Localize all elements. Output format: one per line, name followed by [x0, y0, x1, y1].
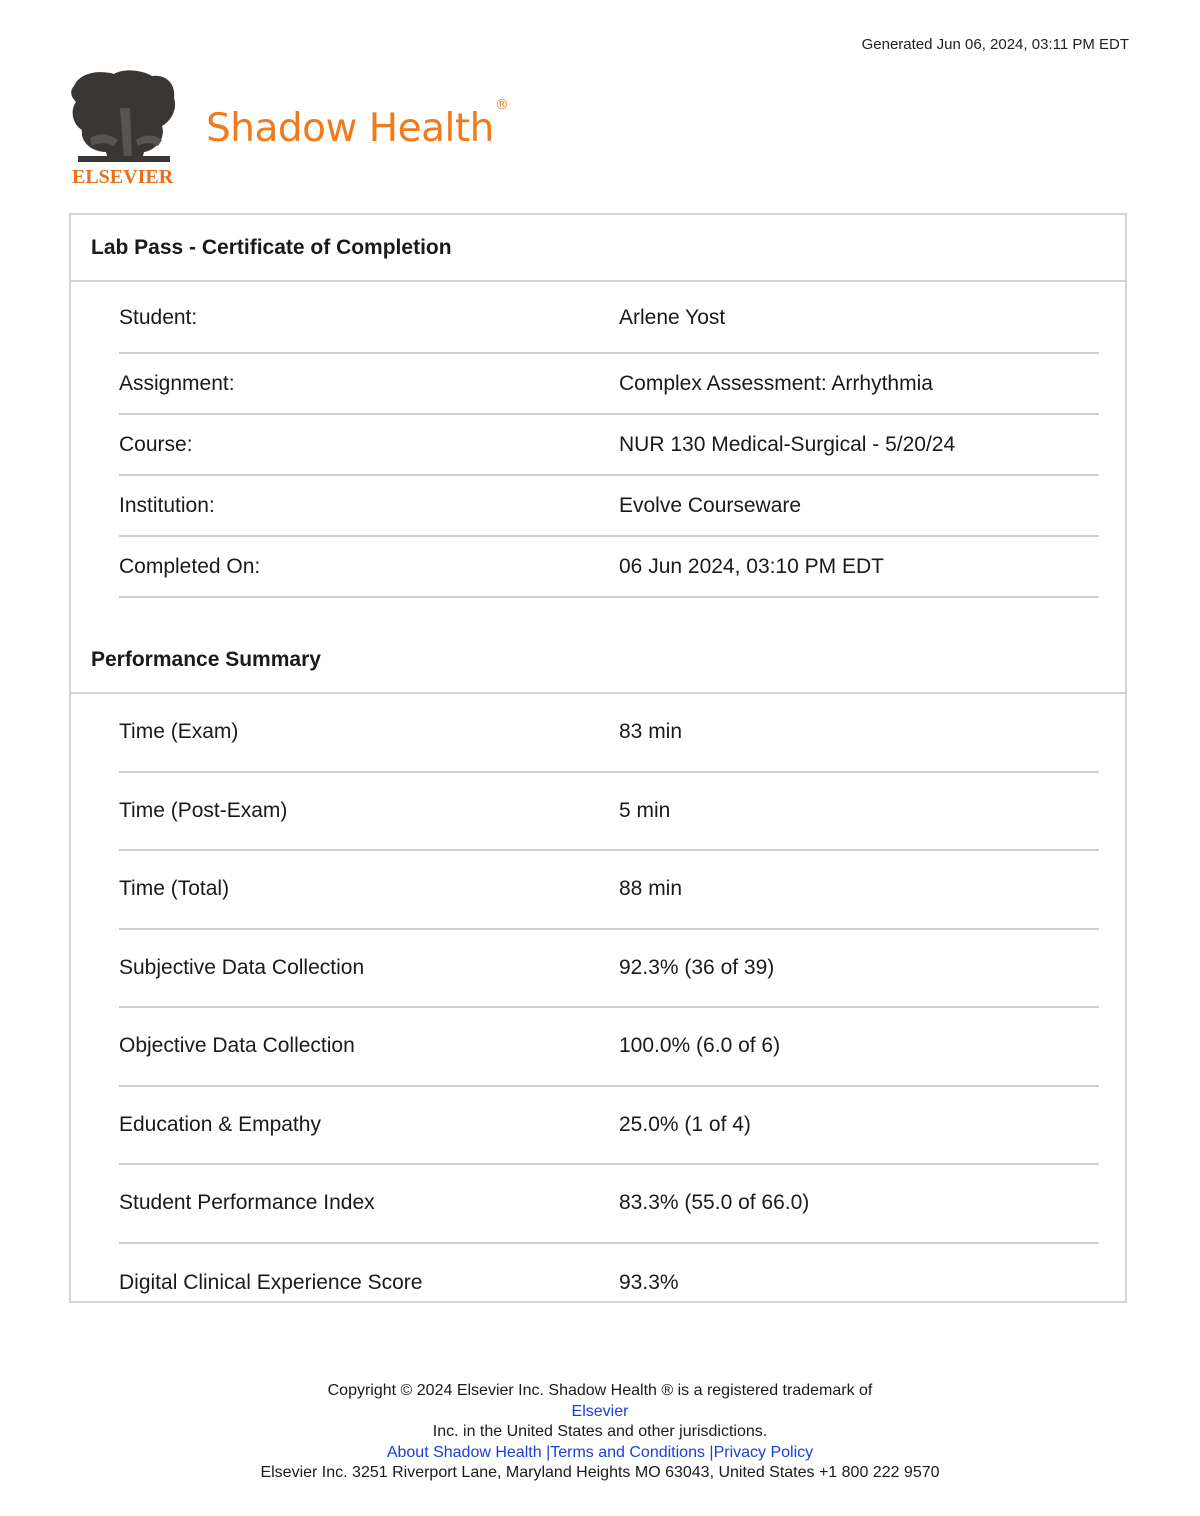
perf-label: Time (Total) [119, 877, 230, 901]
perf-value: 93.3% [619, 1270, 679, 1294]
performance-summary-table [71, 694, 1125, 1322]
perf-value: 88 min [619, 877, 683, 901]
performance-summary-title: Performance Summary [91, 648, 321, 671]
detail-value: Arlene Yost [619, 306, 726, 329]
detail-row-institution [119, 476, 1099, 537]
page-footer [0, 1381, 1200, 1484]
perf-label: Education & Empathy [119, 1112, 321, 1136]
footer-links [0, 1443, 1200, 1464]
detail-row-assignment [119, 354, 1099, 415]
generated-timestamp: Generated Jun 06, 2024, 03:11 PM EDT [861, 36, 1129, 53]
jurisdictions-text: Inc. in the United States and other jurisdictions. [432, 1423, 768, 1440]
certificate-title: Lab Pass - Certificate of Completion [91, 235, 452, 259]
perf-row-time-exam [119, 694, 1099, 773]
perf-row-objective-data [119, 1008, 1099, 1087]
detail-label: Student: [119, 306, 198, 329]
address-text: Elsevier Inc. 3251 Riverport Lane, Maryland Heights MO 63043, United States +1 800 222 9570 [260, 1464, 940, 1481]
detail-value: Complex Assessment: Arrhythmia [619, 371, 933, 395]
perf-value: 5 min [619, 798, 671, 822]
about-shadow-health-link[interactable]: About Shadow Health [386, 1443, 542, 1461]
detail-value: NUR 130 Medical-Surgical - 5/20/24 [619, 432, 956, 456]
detail-row-student [119, 282, 1099, 354]
link-separator: | [546, 1443, 551, 1461]
perf-label: Subjective Data Collection [119, 955, 365, 979]
perf-label: Objective Data Collection [119, 1034, 355, 1058]
detail-row-completed-on [119, 537, 1099, 598]
perf-label: Time (Post-Exam) [119, 798, 288, 822]
elsevier-link[interactable]: Elsevier [571, 1402, 629, 1420]
elsevier-wordmark: ELSEVIER [72, 166, 174, 186]
perf-row-subjective-data [119, 930, 1099, 1009]
detail-label: Assignment: [119, 371, 235, 395]
detail-label: Institution: [119, 493, 215, 517]
perf-label: Time (Exam) [119, 720, 239, 744]
perf-value: 83.3% (55.0 of 66.0) [619, 1191, 810, 1215]
perf-value: 25.0% (1 of 4) [619, 1112, 751, 1136]
perf-label: Student Performance Index [119, 1191, 375, 1215]
link-separator: | [709, 1443, 714, 1461]
brand-name-text: Shadow Health [206, 106, 494, 151]
perf-row-time-total [119, 851, 1099, 930]
shadow-health-logo [206, 97, 509, 151]
certificate-card [69, 213, 1127, 1303]
perf-row-education-empathy [119, 1087, 1099, 1166]
detail-label: Completed On: [119, 554, 261, 578]
perf-row-time-post-exam [119, 773, 1099, 852]
header-logo [70, 68, 540, 188]
elsevier-tree-logo-icon [70, 68, 178, 186]
perf-value: 83 min [619, 720, 683, 744]
detail-value: Evolve Courseware [619, 493, 802, 517]
perf-row-dce-score [119, 1244, 1099, 1323]
privacy-policy-link[interactable]: Privacy Policy [713, 1443, 814, 1461]
perf-value: 100.0% (6.0 of 6) [619, 1034, 781, 1058]
certificate-header [71, 215, 1125, 282]
detail-row-course [119, 415, 1099, 476]
perf-label: Digital Clinical Experience Score [119, 1270, 423, 1294]
detail-value: 06 Jun 2024, 03:10 PM EDT [619, 554, 884, 578]
performance-summary-header [71, 628, 1125, 694]
detail-label: Course: [119, 432, 193, 456]
certificate-details-table [71, 282, 1125, 598]
terms-and-conditions-link[interactable]: Terms and Conditions [550, 1443, 705, 1461]
trademark-symbol: ® [494, 97, 509, 113]
perf-row-performance-index [119, 1165, 1099, 1244]
copyright-text: Copyright © 2024 Elsevier Inc. Shadow Health ® is a registered trademark of [327, 1382, 873, 1399]
perf-value: 92.3% (36 of 39) [619, 955, 775, 979]
